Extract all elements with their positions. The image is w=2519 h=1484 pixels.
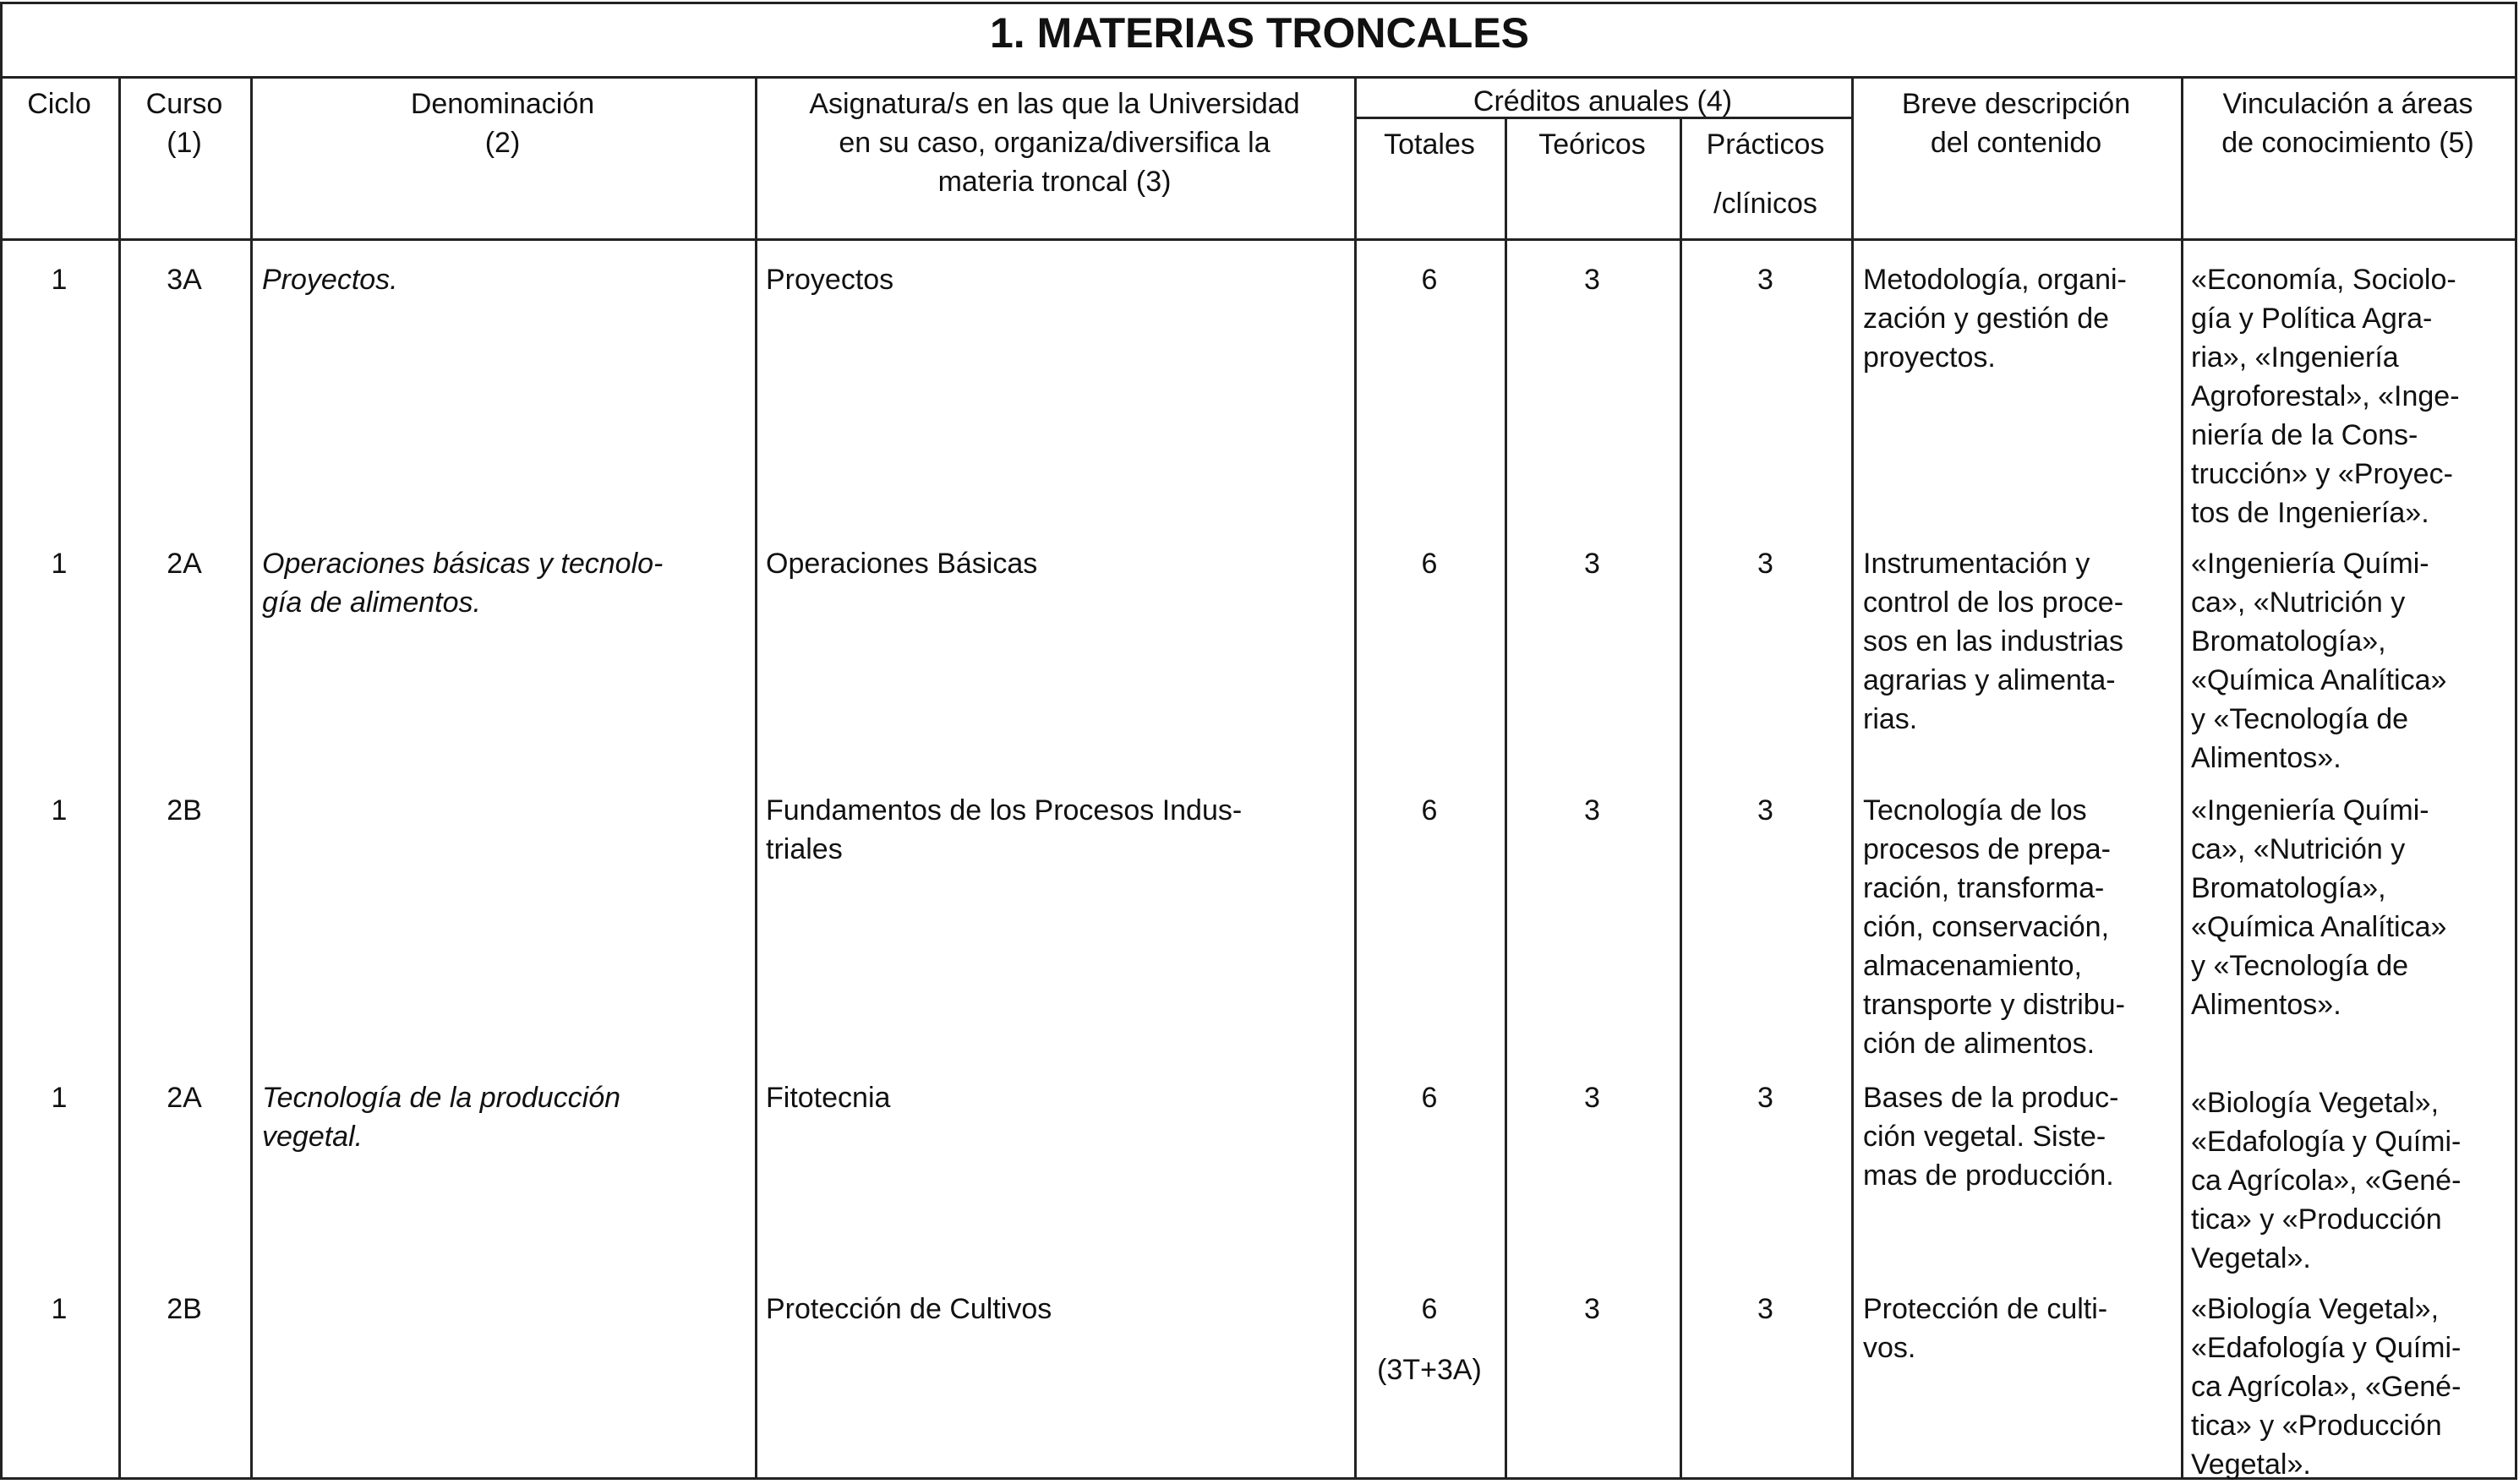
cell-asignatura: Proyectos (766, 264, 894, 296)
cell-descripcion: Protección de culti- vos. (1863, 1293, 2108, 1364)
cell-totales: 6 (1421, 548, 1438, 580)
cell-asignatura: Protección de Cultivos (766, 1293, 1052, 1325)
cell-ciclo: 1 (51, 548, 68, 580)
cell-ciclo: 1 (51, 1082, 68, 1114)
cell-asignatura: Fundamentos de los Procesos Indus- triales (766, 794, 1243, 865)
col-divider-descripcion (2181, 78, 2183, 1480)
header-teoricos: Teóricos (1538, 128, 1646, 161)
header-asignaturas: Asignatura/s en las que la Universidad en su caso, organiza/diversifica la materia troncal (3) (809, 88, 1300, 198)
cell-vinculacion: «Ingeniería Quími- ca», «Nutrición y Bromatología», «Química Analítica» y «Tecnología de Alimentos». (2191, 794, 2447, 1021)
cell-teoricos: 3 (1584, 1293, 1600, 1325)
cell-curso: 2A (167, 548, 202, 580)
cell-denominacion: Tecnología de la producción vegetal. (262, 1082, 621, 1153)
cell-ciclo: 1 (51, 1293, 68, 1325)
cell-curso: 2B (167, 794, 202, 827)
cell-descripcion: Tecnología de los procesos de prepa- ración, transforma- ción, conservación, almacenamiento, transporte y distribu- ción de alimentos. (1863, 794, 2125, 1060)
cell-totales: 6 (1421, 264, 1438, 296)
header-curso-note: (1) (167, 127, 202, 159)
header-creditos: Créditos anuales (4) (1473, 85, 1733, 117)
cell-curso: 3A (167, 264, 202, 296)
page-title: 1. MATERIAS TRONCALES (990, 9, 1529, 57)
cell-vinculacion: «Biología Vegetal», «Edafología y Quími- ca Agrícola», «Gené- tica» y «Producción Vegetal». (2191, 1293, 2462, 1481)
cell-ciclo: 1 (51, 794, 68, 827)
header-totales: Totales (1384, 128, 1475, 161)
header-practicos-clinicos: /clínicos (1713, 188, 1817, 220)
header-bottom-line (0, 238, 2517, 241)
col-divider-denominacion (755, 78, 757, 1480)
table-bottom-border (0, 1477, 2517, 1480)
cell-curso: 2B (167, 1293, 202, 1325)
table-right-border (2515, 2, 2517, 1480)
header-vinculacion: Vinculación a áreas de conocimiento (5) (2221, 88, 2474, 159)
cell-descripcion: Bases de la produc- ción vegetal. Siste- mas de producción. (1863, 1082, 2119, 1192)
cell-vinculacion: «Economía, Sociolo- gía y Política Agra- ria», «Ingeniería Agroforestal», «Inge- niería de la Cons- trucción» y «Proyec- tos de Ingeniería». (2191, 264, 2460, 529)
col-divider-curso (250, 78, 253, 1480)
cell-practicos: 3 (1757, 1293, 1773, 1325)
title-separator (0, 76, 2517, 79)
cell-vinculacion: «Biología Vegetal», «Edafología y Quími- ca Agrícola», «Gené- tica» y «Producción Vegetal». (2191, 1087, 2462, 1274)
cell-curso: 2A (167, 1082, 202, 1114)
cell-practicos: 3 (1757, 794, 1773, 827)
cell-totales: 6 (1421, 794, 1438, 827)
table-left-border (0, 2, 3, 1480)
cell-ciclo: 1 (51, 264, 68, 296)
cell-totales: 6 (1421, 1293, 1438, 1325)
header-curso: Curso (145, 88, 223, 120)
cell-teoricos: 3 (1584, 548, 1600, 580)
cell-totales: 6 (1421, 1082, 1438, 1114)
cell-descripcion: Instrumentación y control de los proce- sos en las industrias agrarias y alimenta- rias. (1863, 548, 2124, 735)
cell-vinculacion: «Ingeniería Quími- ca», «Nutrición y Bromatología», «Química Analítica» y «Tecnología de Alimentos». (2191, 548, 2447, 774)
cell-teoricos: 3 (1584, 794, 1600, 827)
header-descripcion: Breve descripción del contenido (1901, 88, 2131, 159)
cell-teoricos: 3 (1584, 264, 1600, 296)
header-ciclo: Ciclo (27, 88, 91, 120)
cell-practicos: 3 (1757, 264, 1773, 296)
col-divider-practicos (1851, 78, 1854, 1480)
header-denominacion-note: (2) (484, 127, 521, 159)
cell-denominacion: Proyectos. (262, 264, 398, 296)
cell-asignatura: Fitotecnia (766, 1082, 891, 1114)
cell-practicos: 3 (1757, 548, 1773, 580)
cell-totales-note: (3T+3A) (1377, 1354, 1482, 1386)
cell-teoricos: 3 (1584, 1082, 1600, 1114)
cell-practicos: 3 (1757, 1082, 1773, 1114)
cell-asignatura: Operaciones Básicas (766, 548, 1038, 580)
cell-descripcion: Metodología, organi- zación y gestión de proyectos. (1863, 264, 2127, 374)
cell-denominacion: Operaciones básicas y tecnolo- gía de alimentos. (262, 548, 664, 619)
header-practicos: Prácticos (1706, 128, 1825, 161)
header-denominacion: Denominación (410, 88, 595, 120)
table-top-border (0, 2, 2517, 4)
